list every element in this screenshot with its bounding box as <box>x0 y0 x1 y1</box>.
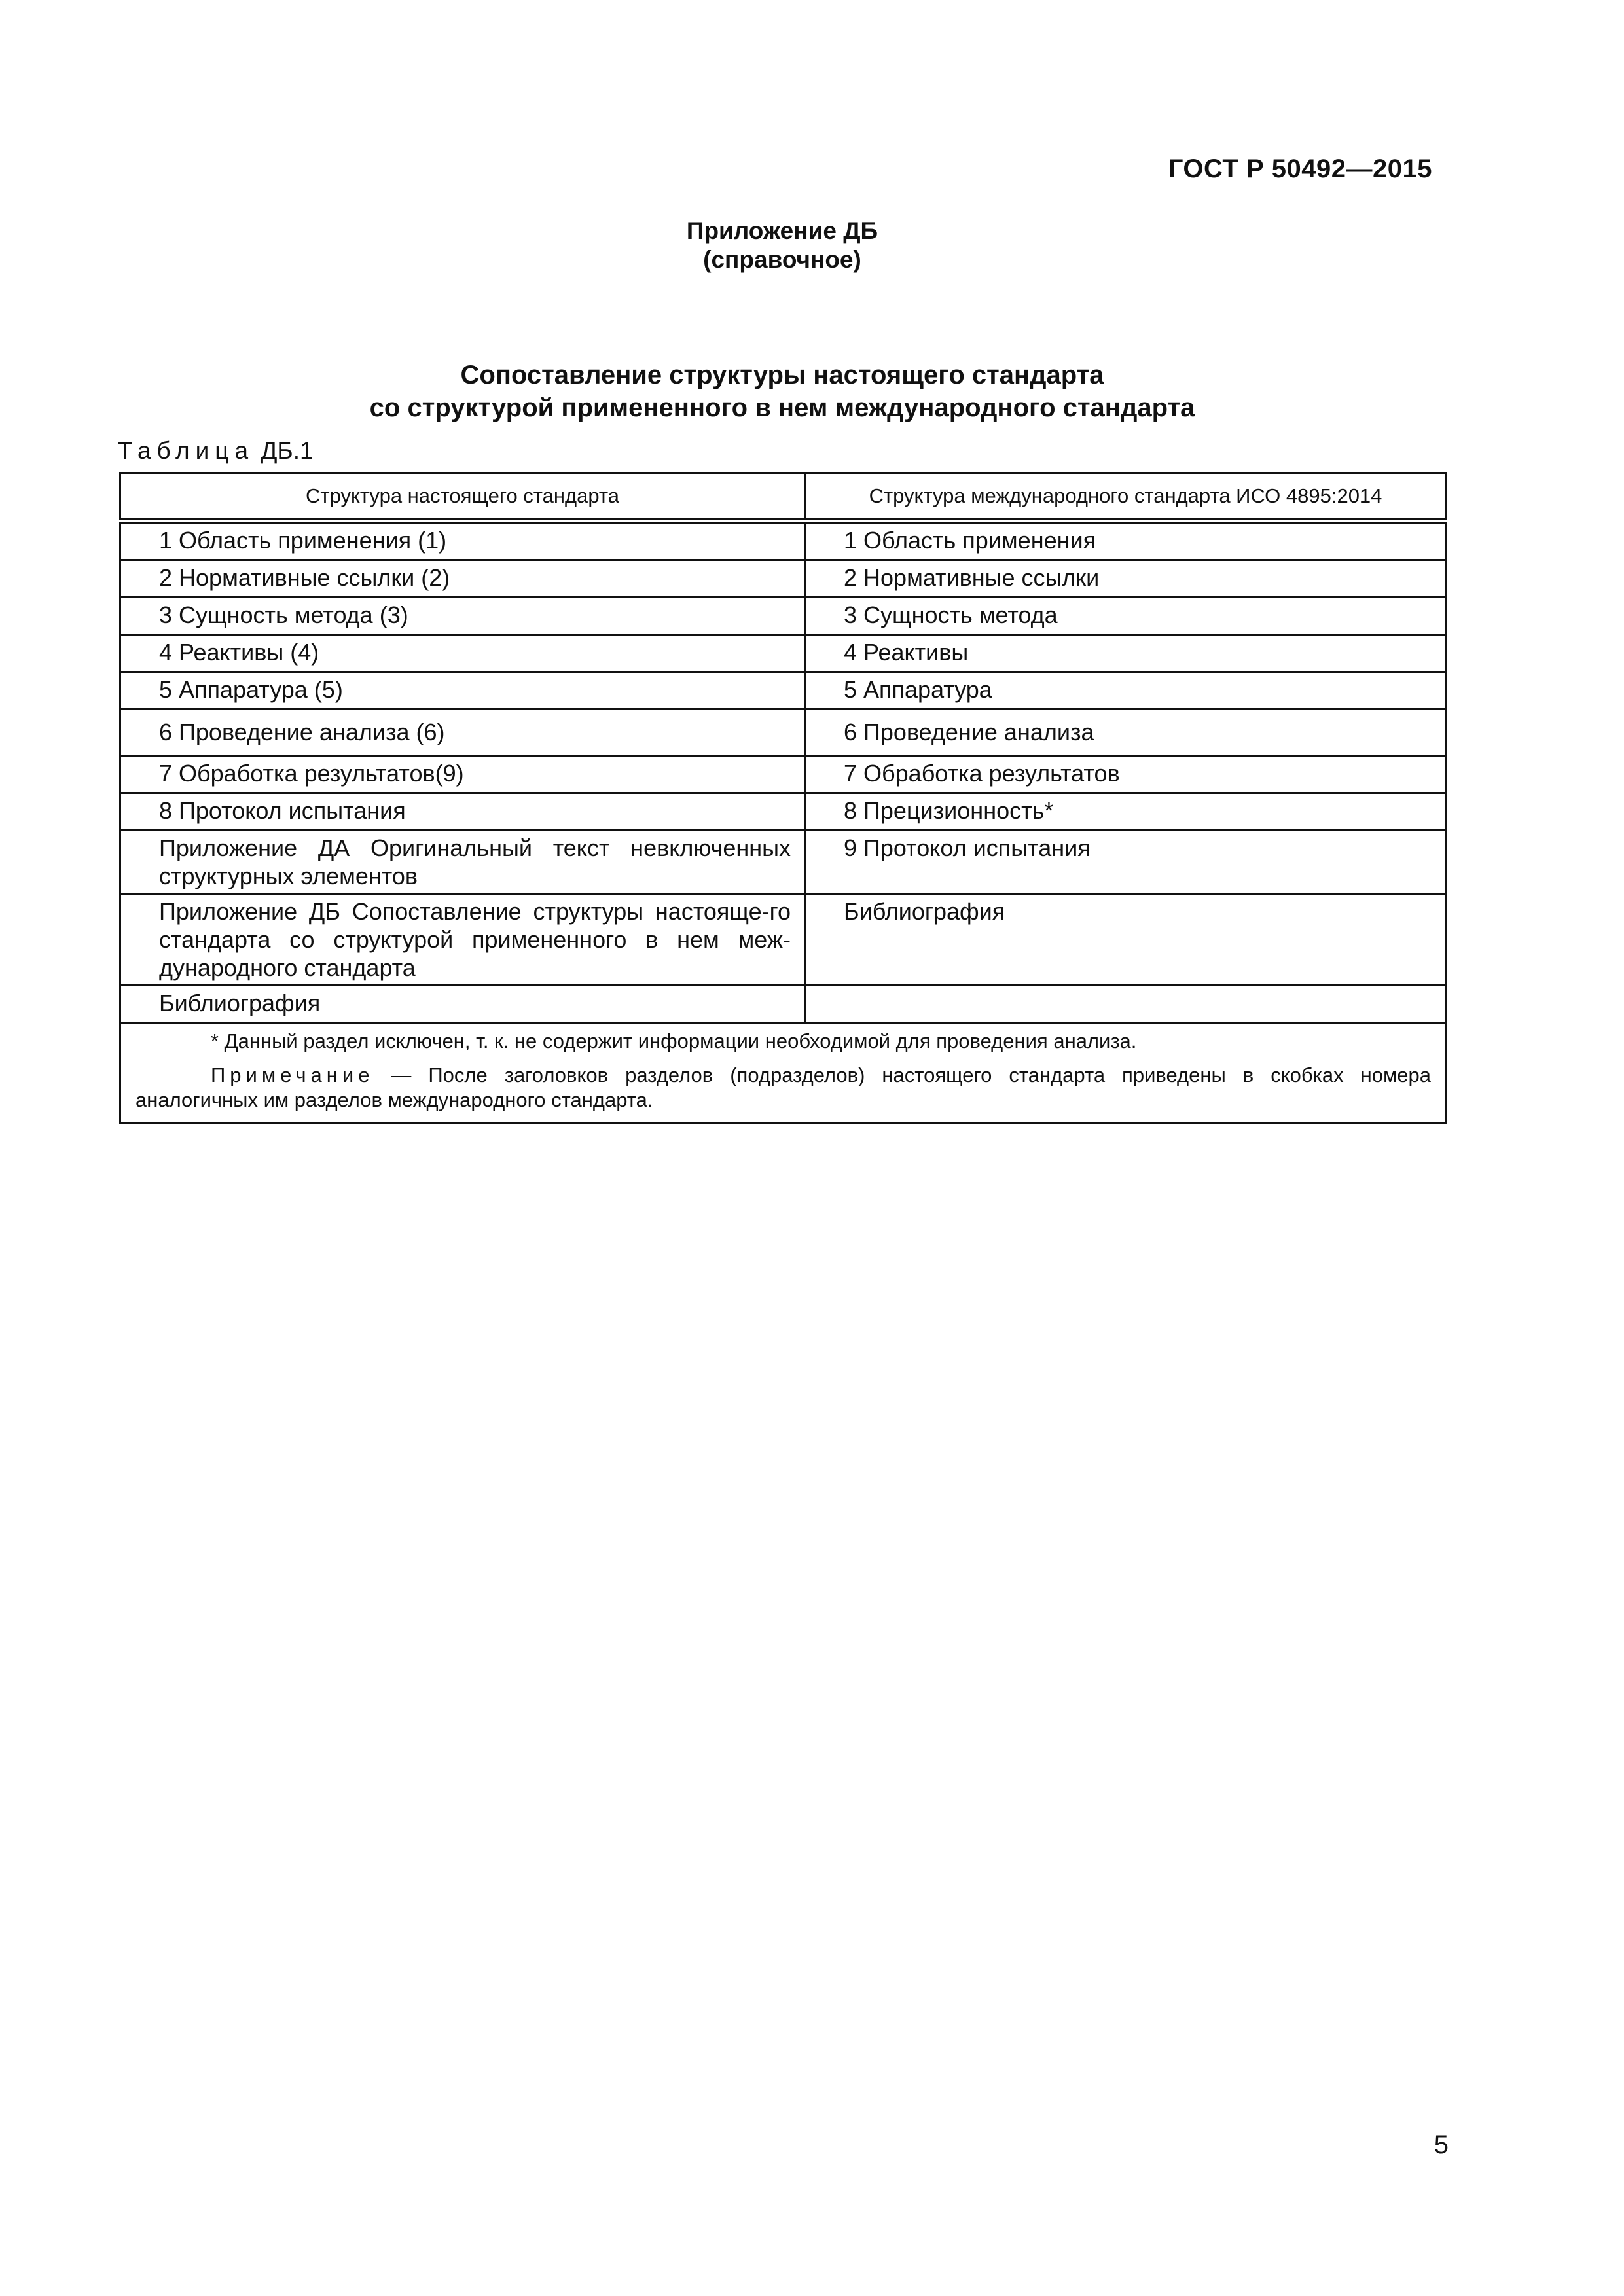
table-row <box>120 756 1447 793</box>
note-label: Примечание <box>211 1064 374 1086</box>
cell-international: Библиография <box>805 894 1447 986</box>
page-number: 5 <box>1434 2130 1449 2159</box>
cell-international: 1 Область применения <box>805 521 1447 560</box>
cell-national: 7 Обработка результатов(9) <box>120 756 805 793</box>
footnote: * Данный раздел исключен, т. к. не содержит информации необходимой для проведения анализа. <box>211 1030 1137 1052</box>
table-row <box>120 709 1447 756</box>
cell-national: 5 Аппаратура (5) <box>120 672 805 709</box>
table-notes <box>120 1023 1447 1123</box>
cell-international: 5 Аппаратура <box>805 672 1447 709</box>
cell-national: Библиография <box>120 986 805 1023</box>
cell-national: 3 Сущность метода (3) <box>120 598 805 635</box>
note-text: — После заголовков разделов (подразделов) настоящего стандарта приведены в скобках номера аналогичных им разделов международного стандарта. <box>135 1064 1431 1111</box>
appendix-title: Приложение ДБ <box>686 217 878 244</box>
heading-line-2: со структурой примененного в нем международного стандарта <box>369 393 1195 422</box>
cell-international: 6 Проведение анализа <box>805 709 1447 756</box>
cell-international <box>805 986 1447 1023</box>
cell-international: 8 Прецизионность* <box>805 793 1447 831</box>
table-row <box>120 672 1447 709</box>
cell-national: 8 Протокол испытания <box>120 793 805 831</box>
table-row <box>120 894 1447 986</box>
cell-international: 9 Протокол испытания <box>805 831 1447 894</box>
cell-international: 7 Обработка результатов <box>805 756 1447 793</box>
structure-comparison-table <box>119 472 1447 1124</box>
table-row <box>120 831 1447 894</box>
cell-national: 1 Область применения (1) <box>120 521 805 560</box>
table-notes-row <box>120 1023 1447 1123</box>
cell-international: 3 Сущность метода <box>805 598 1447 635</box>
table-row <box>120 560 1447 598</box>
cell-international: 4 Реактивы <box>805 635 1447 672</box>
table-row <box>120 521 1447 560</box>
table-row <box>120 793 1447 831</box>
cell-national: 2 Нормативные ссылки (2) <box>120 560 805 598</box>
table-caption-number: ДБ.1 <box>261 437 314 464</box>
column-header-international: Структура международного стандарта ИСО 4895:2014 <box>805 473 1447 521</box>
cell-international: 2 Нормативные ссылки <box>805 560 1447 598</box>
table-row <box>120 598 1447 635</box>
cell-national: Приложение ДА Оригинальный текст невключенных структурных элементов <box>120 831 805 894</box>
appendix-type: (справочное) <box>703 246 861 273</box>
cell-national: 6 Проведение анализа (6) <box>120 709 805 756</box>
cell-national: 4 Реактивы (4) <box>120 635 805 672</box>
section-heading <box>0 359 1564 424</box>
table-caption-word: Таблица <box>118 437 255 464</box>
table-row <box>120 635 1447 672</box>
table-caption <box>118 437 314 465</box>
cell-national: Приложение ДБ Сопоставление структуры настояще-го стандарта со структурой примененного в нем меж-дународного стандарта <box>120 894 805 986</box>
column-header-national: Структура настоящего стандарта <box>120 473 805 521</box>
table-row <box>120 986 1447 1023</box>
table-header-row <box>120 473 1447 521</box>
table-note <box>135 1063 1431 1113</box>
document-code: ГОСТ Р 50492—2015 <box>1168 154 1432 183</box>
heading-line-1: Сопоставление структуры настоящего стандарта <box>460 361 1104 389</box>
